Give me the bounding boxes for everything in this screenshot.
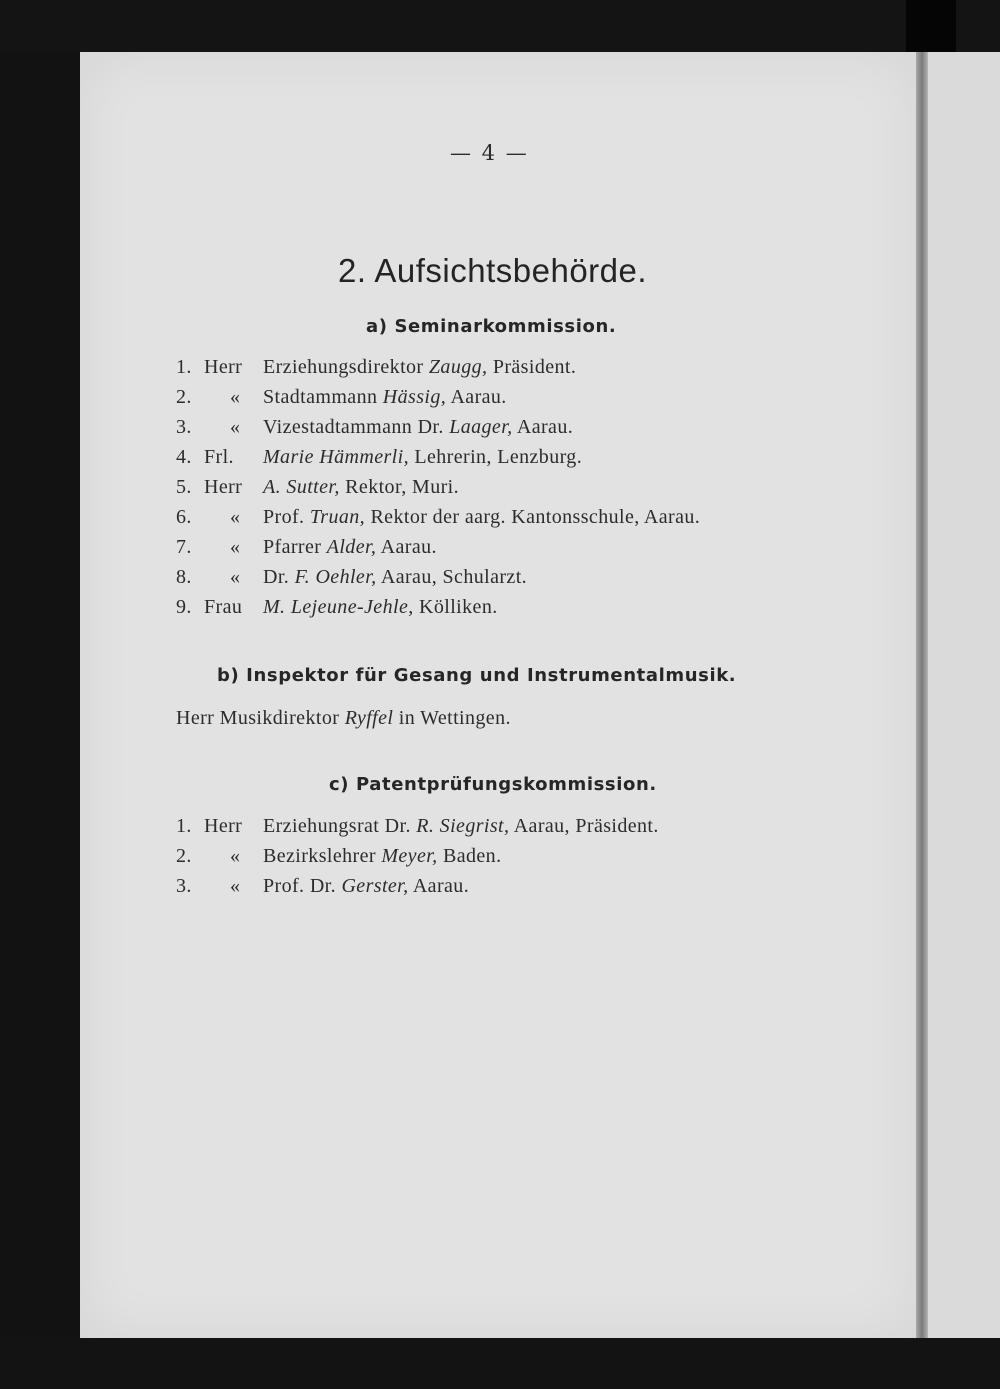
- page-title: 2. Aufsichtsbehörde.: [338, 252, 648, 289]
- item-title: Herr: [204, 356, 243, 378]
- person-name: R. Siegrist,: [416, 815, 510, 837]
- ditto-mark: «: [230, 386, 241, 408]
- section-a-heading: a) Seminarkommission.: [366, 316, 617, 337]
- item-text: Pfarrer Alder, Aarau.: [263, 536, 437, 558]
- scan-bottom-border: [0, 1338, 1000, 1389]
- ditto-mark: «: [230, 416, 241, 438]
- item-text: A. Sutter, Rektor, Muri.: [263, 476, 460, 498]
- item-number: 3.: [176, 875, 192, 897]
- page-number: — 4 —: [450, 141, 529, 165]
- person-name: Zaugg,: [428, 356, 488, 378]
- item-text: Prof. Dr. Gerster, Aarau.: [263, 875, 470, 897]
- item-text: Erziehungsrat Dr. R. Siegrist, Aarau, Präsident.: [263, 815, 659, 837]
- person-name: M. Lejeune-Jehle,: [263, 596, 414, 618]
- item-title: Frl.: [204, 446, 234, 468]
- section-b-heading: b) Inspektor für Gesang und Instrumentalmusik.: [217, 665, 737, 686]
- scan-top-border: [0, 0, 1000, 52]
- item-number: 7.: [176, 536, 192, 558]
- item-number: 2.: [176, 845, 192, 867]
- book-gutter: [916, 52, 928, 1338]
- person-name: A. Sutter,: [263, 476, 340, 498]
- ditto-mark: «: [230, 506, 241, 528]
- ditto-mark: «: [230, 845, 241, 867]
- ditto-mark: «: [230, 536, 241, 558]
- item-text: M. Lejeune-Jehle, Kölliken.: [263, 596, 498, 618]
- facing-page-edge: [928, 52, 1000, 1338]
- item-number: 5.: [176, 476, 192, 498]
- item-text: Stadtammann Hässig, Aarau.: [263, 386, 507, 408]
- item-text: Vizestadtammann Dr. Laager, Aarau.: [263, 416, 574, 438]
- item-text: Prof. Truan, Rektor der aarg. Kantonsschule, Aarau.: [263, 506, 701, 528]
- item-number: 1.: [176, 815, 192, 837]
- item-text: Bezirkslehrer Meyer, Baden.: [263, 845, 502, 867]
- book-page: [80, 52, 916, 1338]
- person-name: Meyer,: [381, 845, 438, 867]
- section-b-text: Herr Musikdirektor Ryffel in Wettingen.: [176, 707, 511, 729]
- item-text: Dr. F. Oehler, Aarau, Schularzt.: [263, 566, 528, 588]
- person-name: Gerster,: [341, 875, 409, 897]
- item-number: 6.: [176, 506, 192, 528]
- person-name: F. Oehler,: [294, 566, 377, 588]
- item-number: 8.: [176, 566, 192, 588]
- item-title: Herr: [204, 815, 243, 837]
- item-number: 9.: [176, 596, 192, 618]
- item-text: Erziehungsdirektor Zaugg, Präsident.: [263, 356, 577, 378]
- item-number: 2.: [176, 386, 192, 408]
- item-number: 1.: [176, 356, 192, 378]
- item-text: Marie Hämmerli, Lehrerin, Lenzburg.: [263, 446, 583, 468]
- person-name: Ryffel: [344, 707, 394, 729]
- person-name: Hässig,: [382, 386, 447, 408]
- ditto-mark: «: [230, 875, 241, 897]
- person-name: Truan,: [309, 506, 366, 528]
- scan-corner-shadow: [906, 0, 956, 52]
- item-number: 4.: [176, 446, 192, 468]
- item-number: 3.: [176, 416, 192, 438]
- person-name: Marie Hämmerli,: [263, 446, 409, 468]
- item-title: Frau: [204, 596, 243, 618]
- ditto-mark: «: [230, 566, 241, 588]
- person-name: Laager,: [449, 416, 513, 438]
- section-c-heading: c) Patentprüfungskommission.: [329, 774, 657, 795]
- item-title: Herr: [204, 476, 243, 498]
- person-name: Alder,: [326, 536, 377, 558]
